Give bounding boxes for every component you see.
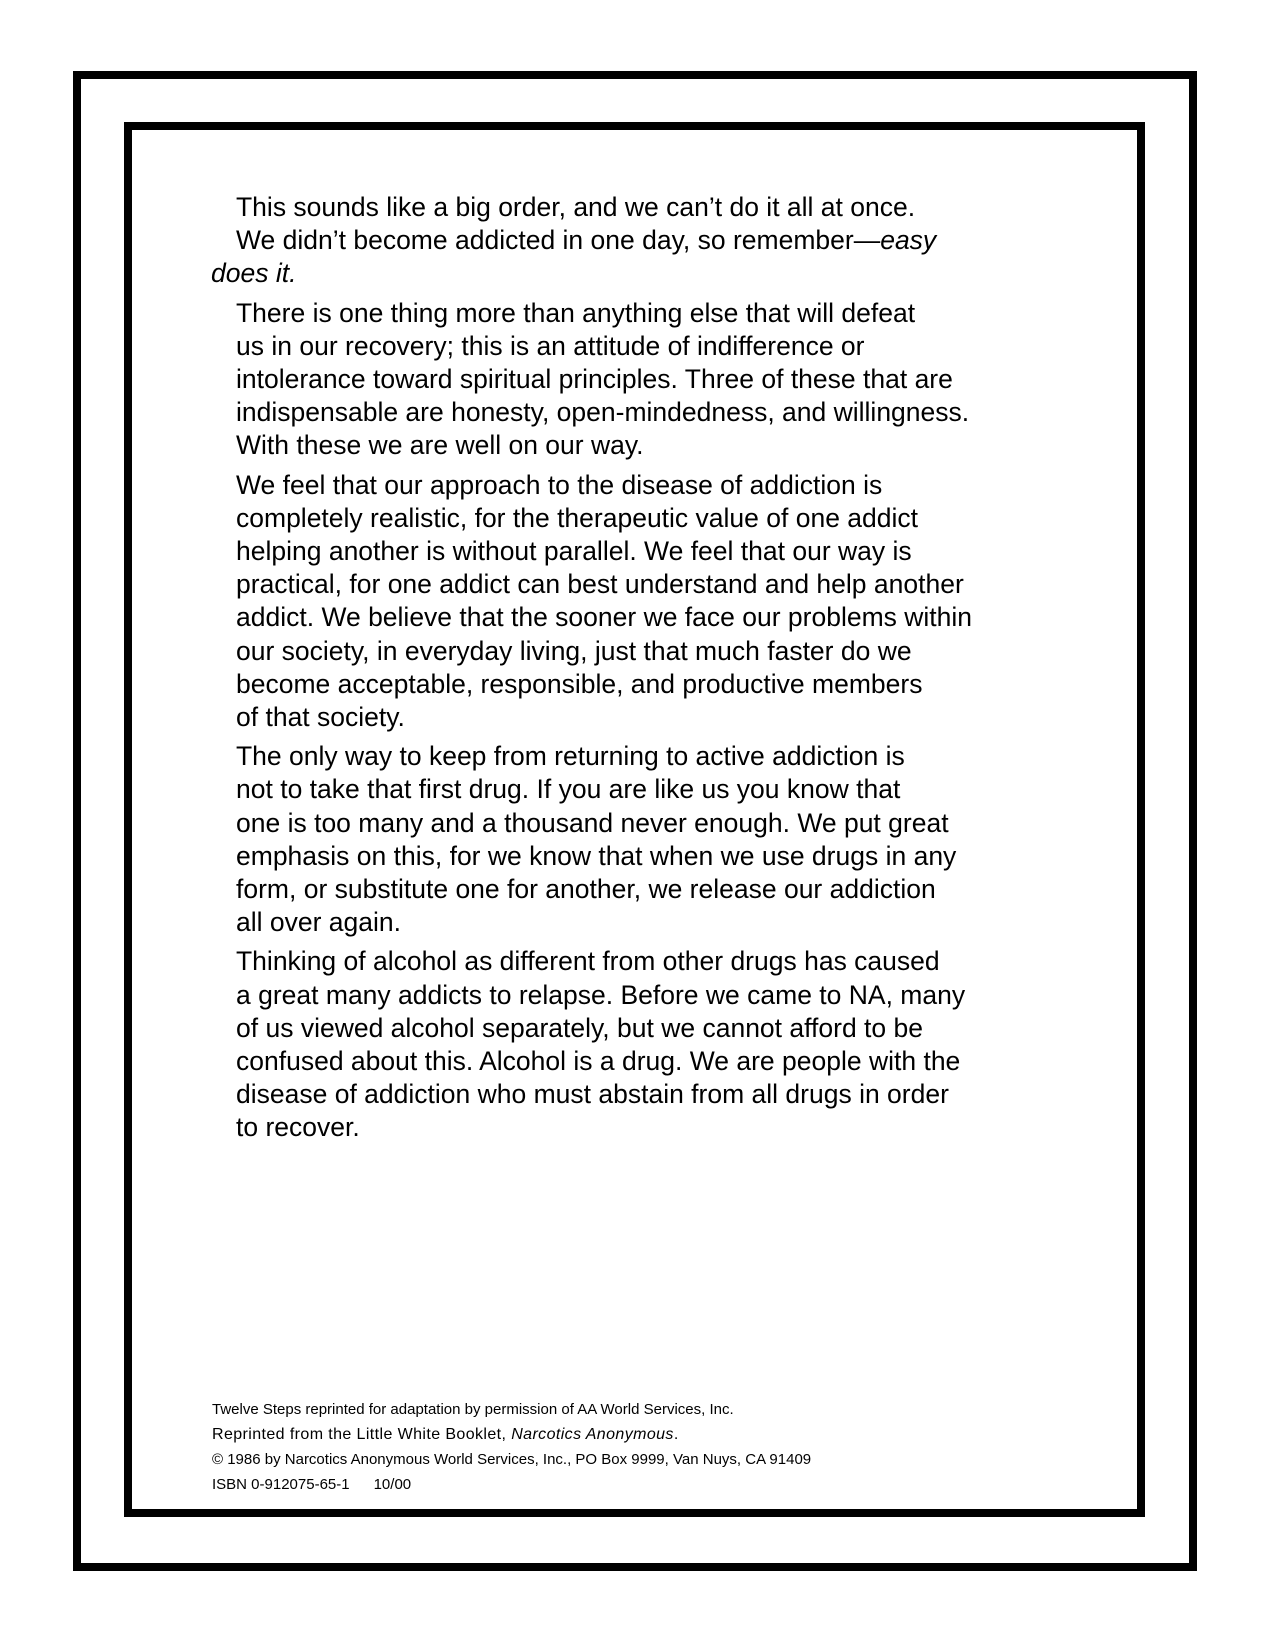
text-line: indispensable are honesty, open-mindedness, and willingness.: [236, 397, 970, 428]
text-line: of that society.: [236, 702, 405, 733]
reprint-suffix: .: [673, 1426, 679, 1443]
paragraph-2: [211, 297, 1061, 463]
text-line: addict. We believe that the sooner we face our problems within: [236, 602, 973, 633]
text-line: This sounds like a big order, and we can’t do it all at once.: [236, 192, 916, 222]
text-line: of us viewed alcohol separately, but we cannot afford to be: [236, 1012, 923, 1043]
text-line: a great many addicts to relapse. Before we came to NA, many: [236, 979, 966, 1010]
italic-text: easy: [880, 225, 937, 256]
reprint-title: Narcotics Anonymous: [511, 1426, 674, 1443]
text-line: one is too many and a thousand never enough. We put great: [236, 807, 949, 838]
text-line: disease of addiction who must abstain from all drugs in order: [236, 1079, 949, 1110]
isbn-line: [212, 1472, 1042, 1497]
permission-notice: Twelve Steps reprinted for adaptation by permission of AA World Services, Inc.: [212, 1401, 734, 1418]
text-line: [211, 224, 1061, 257]
text-line: With these we are well on our way.: [236, 430, 644, 461]
text-line: We feel that our approach to the disease of addiction is: [236, 469, 883, 500]
paragraph-3: [211, 469, 1061, 735]
text-line: intolerance toward spiritual principles. Three of these that are: [236, 364, 953, 395]
text-line: all over again.: [236, 907, 401, 938]
edition-date: 10/00: [373, 1476, 412, 1493]
text-line: There is one thing more than anything else that will defeat: [236, 297, 916, 328]
text-line: emphasis on this, for we know that when we use drugs in any: [236, 840, 957, 871]
reprint-prefix: Reprinted from the Little White Booklet,: [212, 1426, 512, 1443]
text-line: not to take that first drug. If you are like us you know that: [236, 774, 901, 805]
text-line: to recover.: [236, 1112, 360, 1143]
paragraph-4: [211, 740, 1061, 939]
text-line: helping another is without parallel. We feel that our way is: [236, 536, 912, 567]
paragraph-1: [211, 191, 1061, 291]
text-line: our society, in everyday living, just that much faster do we: [236, 635, 912, 666]
text-line: form, or substitute one for another, we release our addiction: [236, 874, 936, 905]
body-text: [211, 191, 1061, 1151]
text-line: confused about this. Alcohol is a drug. We are people with the: [236, 1046, 961, 1077]
text-line: Thinking of alcohol as different from other drugs has caused: [236, 946, 940, 977]
text-line: practical, for one addict can best understand and help another: [236, 569, 964, 600]
paragraph-5: [211, 945, 1061, 1144]
copyright-notice: © 1986 by Narcotics Anonymous World Services, Inc., PO Box 9999, Van Nuys, CA 91409: [212, 1451, 812, 1468]
text-run: We didn’t become addicted in one day, so remember—: [236, 225, 881, 256]
text-line: The only way to keep from returning to active addiction is: [236, 741, 905, 772]
text-line: become acceptable, responsible, and productive members: [236, 668, 923, 699]
footer-credits: [212, 1397, 1042, 1497]
reprint-notice: [212, 1422, 1042, 1447]
italic-text: does it.: [211, 258, 297, 289]
text-line: completely realistic, for the therapeutic value of one addict: [236, 502, 919, 533]
isbn: ISBN 0-912075-65-1: [212, 1476, 350, 1493]
text-line: us in our recovery; this is an attitude of indifference or: [236, 330, 865, 361]
